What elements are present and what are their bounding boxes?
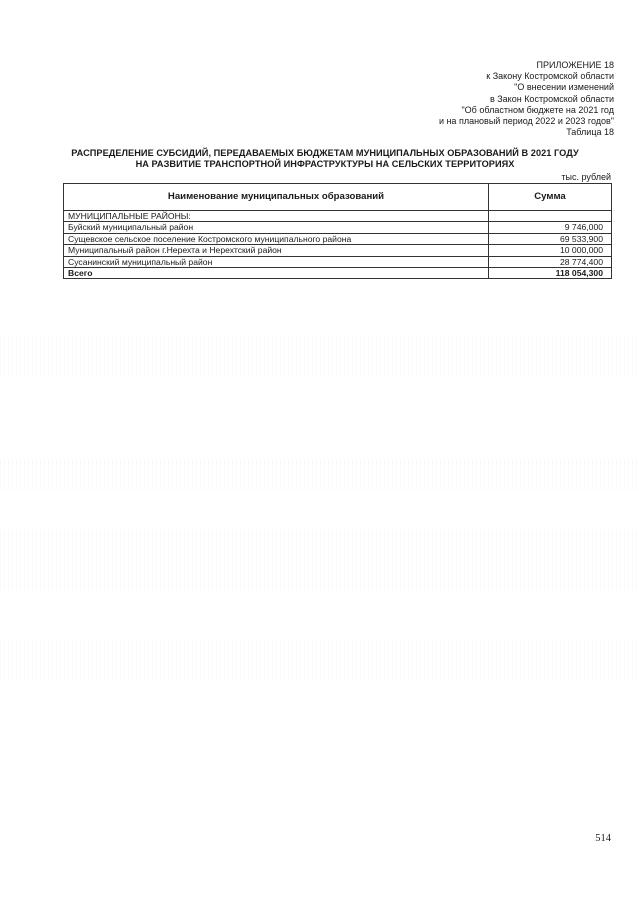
unit-label: тыс. рублей	[561, 172, 611, 182]
row-name: Сущевское сельское поселение Костромского муниципального района	[64, 233, 489, 244]
column-header-sum: Сумма	[489, 184, 612, 211]
scan-noise-band	[0, 460, 639, 490]
row-sum: 10 000,000	[489, 245, 612, 256]
table-row	[64, 233, 612, 244]
appendix-header	[439, 60, 614, 138]
total-sum: 118 054,300	[489, 268, 612, 279]
row-name: Муниципальный район г.Нерехта и Нерехтский район	[64, 245, 489, 256]
table-total-row	[64, 268, 612, 279]
scan-noise-band	[0, 530, 639, 590]
row-name: МУНИЦИПАЛЬНЫЕ РАЙОНЫ:	[64, 211, 489, 222]
row-sum: 28 774,400	[489, 256, 612, 267]
document-title	[40, 148, 610, 170]
row-name: Буйский муниципальный район	[64, 222, 489, 233]
total-label: Всего	[64, 268, 489, 279]
table-number: Таблица 18	[566, 127, 614, 138]
header-line: "Об областном бюджете на 2021 год	[461, 104, 614, 115]
scan-noise-band	[0, 335, 639, 375]
table-row	[64, 211, 612, 222]
row-sum	[489, 211, 612, 222]
scan-noise-band	[0, 640, 639, 680]
title-line-1: РАСПРЕДЕЛЕНИЕ СУБСИДИЙ, ПЕРЕДАВАЕМЫХ БЮДЖЕТАМ МУНИЦИПАЛЬНЫХ ОБРАЗОВАНИЙ В 2021 ГОДУ	[71, 148, 579, 158]
row-name: Сусанинский муниципальный район	[64, 256, 489, 267]
header-line: "О внесении изменений	[514, 82, 614, 93]
header-line: и на плановый период 2022 и 2023 годов"	[438, 116, 614, 127]
title-line-2: НА РАЗВИТИЕ ТРАНСПОРТНОЙ ИНФРАСТРУКТУРЫ НА СЕЛЬСКИХ ТЕРРИТОРИЯХ	[135, 159, 515, 169]
table-row	[64, 245, 612, 256]
row-sum: 69 533,900	[489, 233, 612, 244]
table-row	[64, 256, 612, 267]
subsidy-table	[63, 183, 612, 279]
page-number: 514	[595, 833, 611, 844]
header-line: к Закону Костромской области	[486, 71, 614, 82]
row-sum: 9 746,000	[489, 222, 612, 233]
column-header-name: Наименование муниципальных образований	[64, 184, 489, 211]
header-line: ПРИЛОЖЕНИЕ 18	[536, 60, 614, 70]
header-line: в Закон Костромской области	[489, 93, 614, 104]
table-header-row	[64, 184, 612, 211]
table-row	[64, 222, 612, 233]
